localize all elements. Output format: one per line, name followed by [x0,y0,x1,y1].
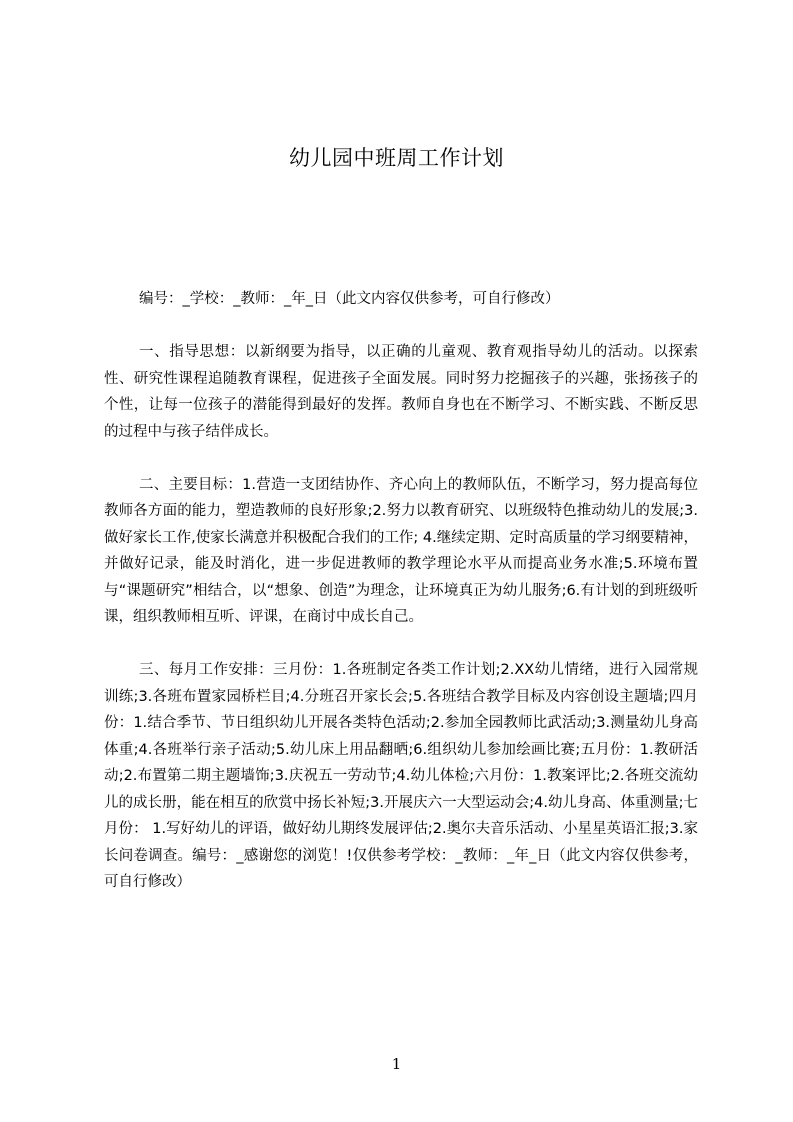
meta-line: 编号：_学校：_教师：_年_日（此文内容仅供参考，可自行修改） [139,291,560,307]
document-body [104,286,698,922]
page-number: 1 [391,1055,402,1073]
paragraph-guiding-ideology: 一、指导思想：以新纲要为指导，以正确的儿童观、教育观指导幼儿的活动。以探索性、研究性课程追随教育课程，促进孩子全面发展。同时努力挖掘孩子的兴趣，张扬孩子的个性，让每一位孩子的潜能得到最好的发挥。教师自身也在不断学习、不断实践、不断反思的过程中与孩子结伴成长。 [104,344,698,440]
paragraph-monthly-schedule: 三、每月工作安排：三月份：1.各班制定各类工作计划;2.XX幼儿情绪，进行入园常规训练;3.各班布置家园桥栏目;4.分班召开家长会;5.各班结合教学目标及内容创设主题墙;四月份：1.结合季节、节日组织幼儿开展各类特色活动;2.参加全园教师比武活动;3.测量幼儿身高体重;4.各班举行亲子活动;5.幼儿床上用品翻晒;6.组织幼儿参加绘画比赛;五月份：1.教研活动;2.布置第二期主题墙饰;3.庆祝五一劳动节;4.幼儿体检;六月份：1.教案评比;2.各班交流幼儿的成长册，能在相互的欣赏中扬长补短;3.开展庆六一大型运动会;4.幼儿身高、体重测量;七月份： 1.写好幼儿的评语，做好幼儿期终发展评估;2.奥尔夫音乐活动、小星星英语汇报;3.家长问卷调查。编号：_感谢您的浏览！!仅供参考学校：_教师：_年_日（此文内容仅供参考，可自行修改） [104,662,698,890]
document-title: 幼儿园中班周工作计划 [289,146,504,170]
paragraph-main-goals: 二、主要目标：1.营造一支团结协作、齐心向上的教师队伍，不断学习，努力提高每位教师各方面的能力，塑造教师的良好形象;2.努力以教育研究、以班级特色推动幼儿的发展;3.做好家长工作,使家长满意并积极配合我们的工作; 4.继续定期、定时高质量的学习纲要精神，并做好记录，能及时消化，进一步促进教师的教学理论水平从而提高业务水准;5.环境布置与“课题研究”相结合，以“想象、创造”为理念，让环境真正为幼儿服务;6.有计划的到班级听课，组织教师相互听、评课，在商讨中成长自己。 [104,476,698,625]
